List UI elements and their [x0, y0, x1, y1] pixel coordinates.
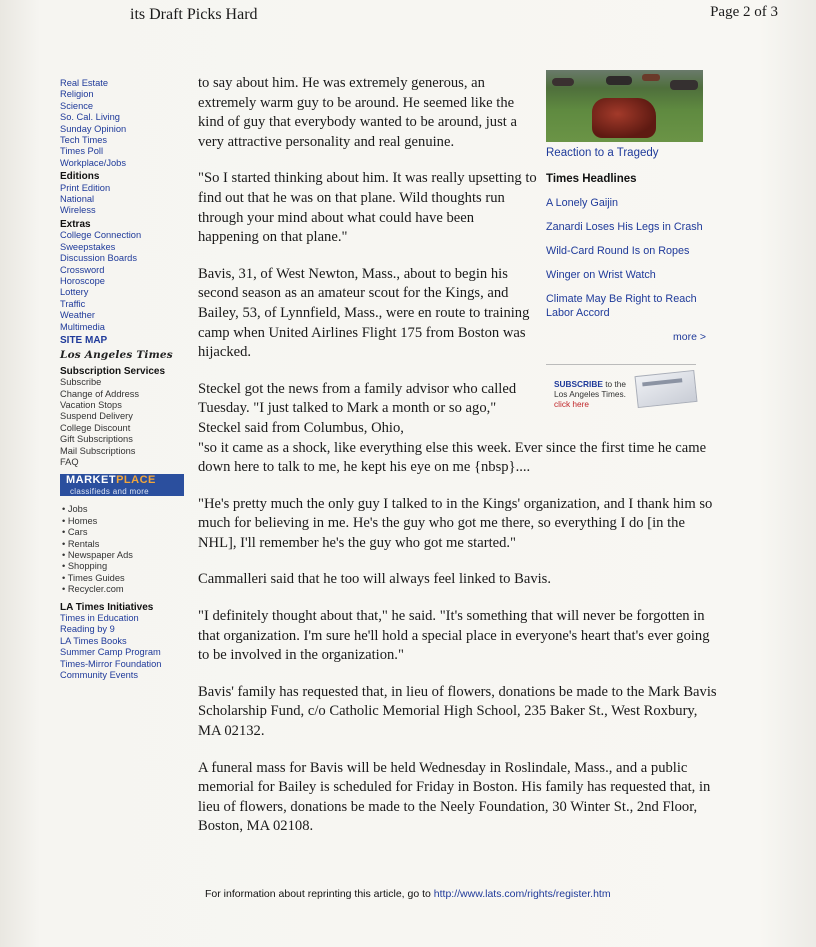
- market-link-homes[interactable]: • Homes: [62, 515, 98, 526]
- extras-heading: Extras: [60, 218, 91, 230]
- init-link-summer-camp[interactable]: Summer Camp Program: [60, 647, 161, 658]
- headline-link[interactable]: A Lonely Gaijin: [546, 197, 619, 209]
- right-sidebar: [546, 70, 706, 407]
- photo-object: [642, 74, 660, 81]
- article-paragraph: A funeral mass for Bavis will be held Wednesday in Roslindale, Mass., and a public memorial for Bailey is scheduled for Friday in Boston. His family has requested that, in lieu of flowers, donations be made to the Neely Foundation, 30 Winter St., 2nd Floor, Boston, MA 02108.: [198, 759, 711, 835]
- initiatives-heading: LA Times Initiatives: [60, 601, 154, 613]
- market-link-rentals[interactable]: • Rentals: [62, 538, 100, 549]
- init-link-la-times-books[interactable]: LA Times Books: [60, 635, 127, 646]
- tragedy-photo[interactable]: [546, 70, 703, 142]
- marketplace-title: [66, 475, 156, 486]
- marketplace-title-b: PLACE: [116, 474, 156, 487]
- subscribe-label: SUBSCRIBE: [554, 379, 603, 389]
- market-link-shopping[interactable]: • Shopping: [62, 561, 108, 572]
- nav-link-sunday-opinion[interactable]: Sunday Opinion: [60, 123, 127, 134]
- nav-link-college-connection[interactable]: College Connection: [60, 230, 142, 241]
- article-paragraph: "He's pretty much the only guy I talked to in the Kings' organization, and I thank him so much for believing in me. He's the guy who got me there, so everything I do [in the NHL], I'll remember he's the guy who got me started.": [198, 495, 713, 551]
- nav-link-horoscope[interactable]: Horoscope: [60, 275, 105, 286]
- article-paragraph: Bavis, 31, of West Newton, Mass., about to begin his second season as an amateur scout for the Kings, and Bailey, 53, of Lynnfield, Mass., were en route to training camp when United Airlines Flight 175 from Boston was hijacked.: [198, 265, 530, 361]
- newspaper-icon: [634, 370, 697, 408]
- headline-link[interactable]: Climate May Be Right to Reach Labor Accord: [546, 293, 697, 319]
- photo-object: [606, 76, 632, 85]
- sub-link-suspend-delivery[interactable]: Suspend Delivery: [60, 411, 133, 422]
- article-paragraph: Cammalleri said that he too will always feel linked to Bavis.: [198, 571, 552, 588]
- nav-link-sweepstakes[interactable]: Sweepstakes: [60, 241, 116, 252]
- nav-link-tech-times[interactable]: Tech Times: [60, 135, 108, 146]
- init-link-reading-by-9[interactable]: Reading by 9: [60, 624, 115, 635]
- sub-link-faq[interactable]: FAQ: [60, 457, 79, 467]
- init-link-times-in-education[interactable]: Times in Education: [60, 613, 139, 624]
- site-map-link[interactable]: SITE MAP: [60, 334, 108, 346]
- photo-object: [670, 80, 698, 90]
- photo-object: [552, 78, 574, 86]
- nav-link-traffic[interactable]: Traffic: [60, 298, 86, 309]
- subscribe-click-here[interactable]: click here: [554, 399, 590, 409]
- nav-link-wireless[interactable]: Wireless: [60, 205, 96, 216]
- nav-link-times-poll[interactable]: Times Poll: [60, 146, 104, 157]
- headline-link[interactable]: Winger on Wrist Watch: [546, 269, 656, 281]
- nav-link-weather[interactable]: Weather: [60, 310, 95, 321]
- left-navigation: [60, 78, 192, 682]
- page-header-title: its Draft Picks Hard: [130, 6, 258, 23]
- article-paragraph: Bavis' family has requested that, in lieu of flowers, donations be made to the Mark Bavis Scholarship Fund, c/o Catholic Memorial High School, 235 Baker St., West Roxbury, MA 02132.: [198, 683, 717, 740]
- nav-link-science[interactable]: Science: [60, 100, 94, 111]
- reprint-footer: [205, 888, 611, 900]
- headlines-title: Times Headlines: [546, 173, 637, 185]
- sub-link-gift-subscriptions[interactable]: Gift Subscriptions: [60, 434, 133, 445]
- market-link-times-guides[interactable]: • Times Guides: [62, 572, 125, 583]
- reprint-link[interactable]: http://www.lats.com/rights/register.htm: [433, 888, 611, 900]
- headline-link[interactable]: Wild-Card Round Is on Ropes: [546, 245, 690, 257]
- nav-link-workplace-jobs[interactable]: Workplace/Jobs: [60, 157, 126, 168]
- nav-link-socal-living[interactable]: So. Cal. Living: [60, 112, 120, 123]
- article-paragraph: "I definitely thought about that," he said. "It's something that will never be forgotten in that organization. I'm sure he'll hold a special place in everyone's heart that's ever going to be involved in the organization.": [198, 608, 710, 664]
- headline-link[interactable]: Zanardi Loses His Legs in Crash: [546, 221, 703, 233]
- photo-caption-link[interactable]: Reaction to a Tragedy: [546, 147, 659, 159]
- sub-link-mail-subscriptions[interactable]: Mail Subscriptions: [60, 445, 136, 456]
- nav-link-lottery[interactable]: Lottery: [60, 287, 89, 298]
- page-number: Page 2 of 3: [710, 4, 778, 20]
- nav-link-national[interactable]: National: [60, 194, 95, 205]
- subscribe-promo[interactable]: [546, 364, 696, 407]
- market-link-newspaper-ads[interactable]: • Newspaper Ads: [62, 550, 133, 561]
- sub-link-college-discount[interactable]: College Discount: [60, 422, 131, 433]
- market-link-recycler[interactable]: • Recycler.com: [62, 584, 124, 595]
- subscription-heading: Subscription Services: [60, 365, 166, 377]
- init-link-community-events[interactable]: Community Events: [60, 670, 139, 681]
- nav-link-discussion-boards[interactable]: Discussion Boards: [60, 253, 137, 264]
- article-paragraph: "so it came as a shock, like everything else this week. Ever since the first time he came down here to talk to me, he kept his eye on me {nbsp}....: [198, 439, 707, 476]
- subscribe-text: [554, 379, 626, 409]
- init-link-times-mirror-foundation[interactable]: Times-Mirror Foundation: [60, 658, 162, 669]
- article-paragraph: Steckel got the news from a family advisor who called Tuesday. "I just talked to Mark a month or so ago," Steckel said from Columbus, Ohio,: [198, 380, 517, 436]
- subscribe-paper-name: Los Angeles Times.: [554, 389, 626, 399]
- photo-equipment-bag: [592, 98, 656, 138]
- sub-link-change-address[interactable]: Change of Address: [60, 388, 140, 399]
- la-times-logo[interactable]: Los Angeles Times: [60, 349, 173, 362]
- footer-text: For information about reprinting this article, go to: [205, 888, 434, 900]
- marketplace-banner[interactable]: [60, 474, 184, 496]
- market-link-jobs[interactable]: • Jobs: [62, 504, 88, 515]
- subscribe-to-the: to the: [605, 379, 626, 389]
- nav-link-print-edition[interactable]: Print Edition: [60, 182, 111, 193]
- marketplace-title-a: MARKET: [66, 474, 117, 487]
- nav-link-crossword[interactable]: Crossword: [60, 264, 105, 275]
- nav-link-religion[interactable]: Religion: [60, 89, 94, 100]
- article-paragraph: "So I started thinking about him. It was really upsetting to find out that he was on that plane. Wild thoughts run through your mind about what could have been happening on that plane.": [198, 170, 537, 246]
- more-headlines-link[interactable]: more >: [673, 331, 706, 343]
- nav-link-multimedia[interactable]: Multimedia: [60, 321, 105, 332]
- nav-link-real-estate[interactable]: Real Estate: [60, 78, 109, 88]
- editions-heading: Editions: [60, 171, 100, 183]
- sub-link-subscribe[interactable]: Subscribe: [60, 377, 102, 388]
- marketplace-subtitle: classifieds and more: [70, 487, 149, 497]
- market-link-cars[interactable]: • Cars: [62, 527, 88, 538]
- sub-link-vacation-stops[interactable]: Vacation Stops: [60, 399, 122, 410]
- article-paragraph: to say about him. He was extremely generous, an extremely warm guy to be around. He seemed like the kind of guy that everybody wanted to be around, just a very attractive personality and real genuine.: [198, 75, 517, 150]
